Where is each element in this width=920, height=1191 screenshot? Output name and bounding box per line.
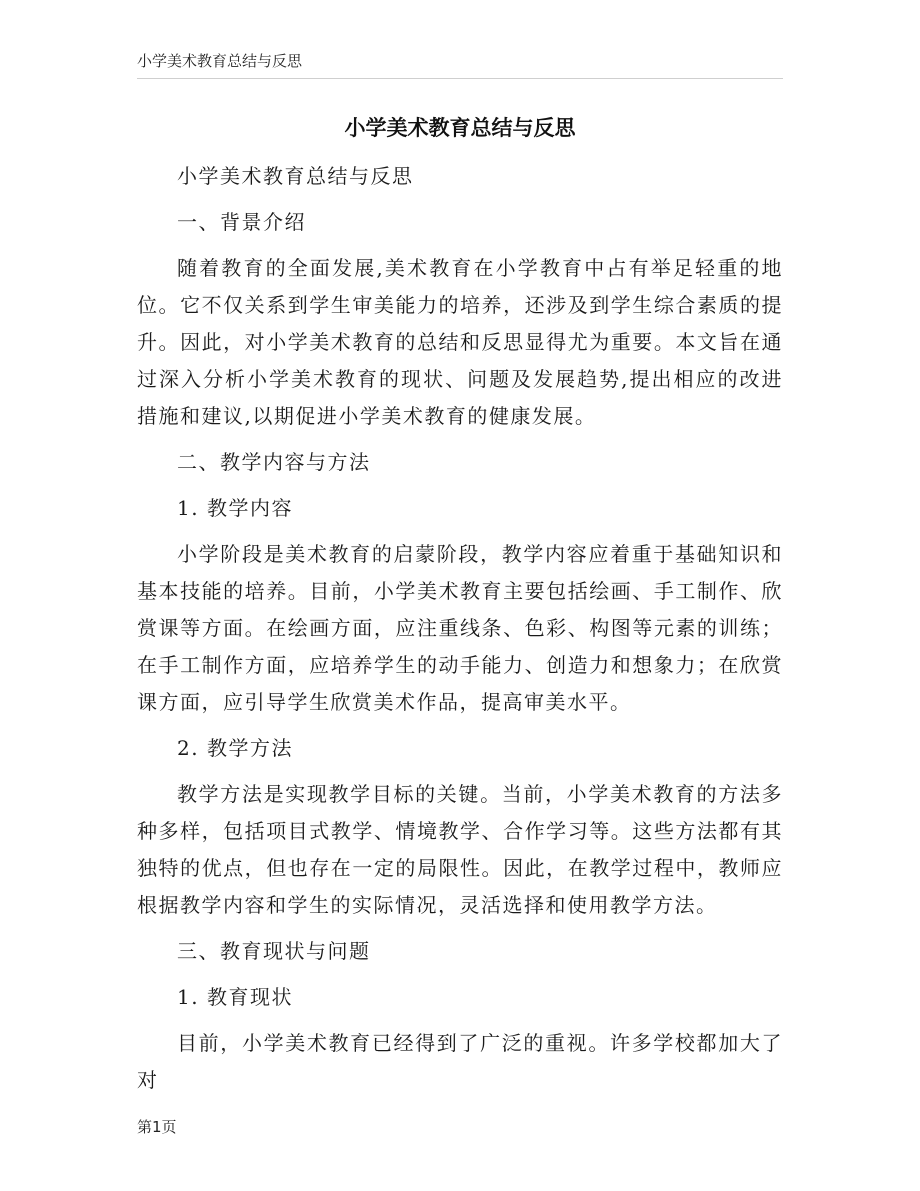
- subtitle-paragraph: 小学美术教育总结与反思: [177, 164, 414, 188]
- running-header: 小学美术教育总结与反思: [137, 52, 303, 70]
- subheading-education-status: 1. 教育现状: [177, 985, 293, 1009]
- header-divider: [137, 78, 783, 79]
- subheading-teaching-method: 2. 教学方法: [177, 736, 293, 760]
- body-paragraph: 小学阶段是美术教育的启蒙阶段，教学内容应着重于基础知识和基本技能的培养。目前，小学美术教育主要包括绘画、手工制作、欣赏课等方面。在绘画方面，应注重线条、色彩、构图等元素的训练；在手工制作方面，应培养学生的动手能力、创造力和想象力；在欣赏课方面，应引导学生欣赏美术作品，提高审美水平。: [137, 542, 783, 714]
- section-heading-status: 三、教育现状与问题: [177, 939, 371, 963]
- section-heading-teaching: 二、教学内容与方法: [177, 450, 371, 474]
- body-paragraph: 教学方法是实现教学目标的关键。当前，小学美术教育的方法多种多样，包括项目式教学、情境教学、合作学习等。这些方法都有其独特的优点，但也存在一定的局限性。因此，在教学过程中，教师应根据教学内容和学生的实际情况，灵活选择和使用教学方法。: [137, 782, 783, 917]
- document-title: 小学美术教育总结与反思: [344, 116, 576, 140]
- body-paragraph: 目前，小学美术教育已经得到了广泛的重视。许多学校都加大了对: [137, 1031, 783, 1092]
- section-heading-background: 一、背景介绍: [177, 210, 306, 234]
- body-paragraph: 随着教育的全面发展,美术教育在小学教育中占有举足轻重的地位。它不仅关系到学生审美能力的培养，还涉及到学生综合素质的提升。因此，对小学美术教育的总结和反思显得尤为重要。本文旨在通过深入分析小学美术教育的现状、问题及发展趋势,提出相应的改进措施和建议,以期促进小学美术教育的健康发展。: [137, 256, 783, 428]
- page-number: 第1页: [137, 1118, 177, 1136]
- document-body: [137, 158, 783, 1108]
- subheading-teaching-content: 1. 教学内容: [177, 496, 293, 520]
